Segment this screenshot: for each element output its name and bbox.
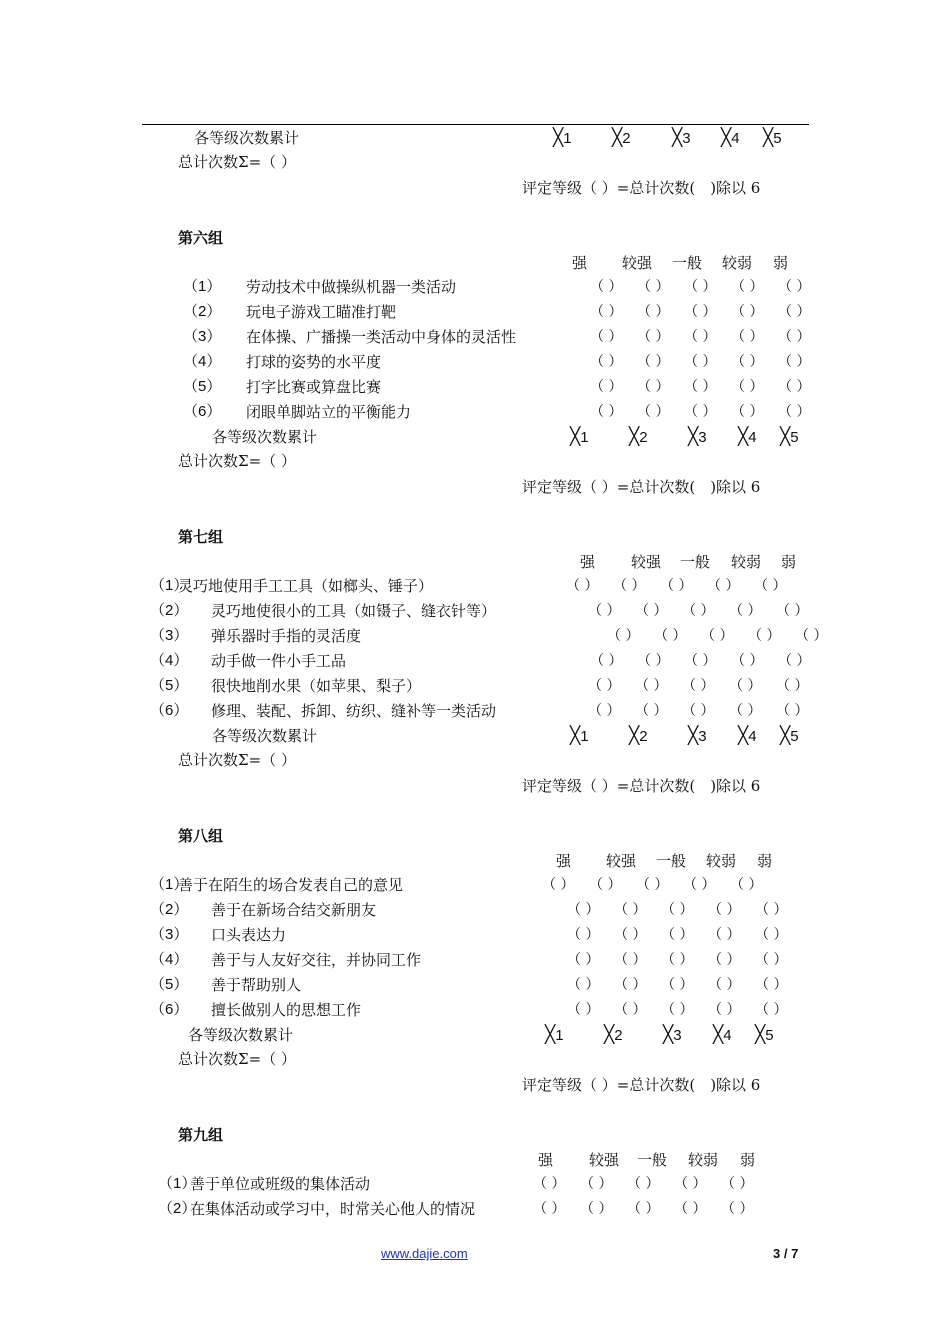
rating-header: 弱 <box>740 1151 756 1169</box>
cross-mark-count <box>763 128 782 149</box>
item-text: 灵巧地使很小的工具（如镊子、缝衣针等） <box>211 602 497 620</box>
rating-choice[interactable]: （ ） <box>684 379 717 395</box>
item-text: 灵巧地使用手工工具（如榔头、锤子） <box>178 577 434 595</box>
item-text: 善于在陌生的场合发表自己的意见 <box>178 876 404 894</box>
rating-header: 一般 <box>637 1151 668 1169</box>
cross-mark-count <box>570 726 589 747</box>
rating-choice[interactable]: （ ） <box>683 877 716 893</box>
item-text: 闭眼单脚站立的平衡能力 <box>246 403 412 421</box>
rating-header: 弱 <box>773 254 789 272</box>
cross-icon: ╳ <box>553 128 564 148</box>
item-number: （2） <box>183 303 222 320</box>
cross-mark-count <box>663 1025 682 1046</box>
cross-number: 1 <box>555 1027 564 1044</box>
item-number: （6） <box>150 702 189 719</box>
rating-formula: 评定等级（ ）=总计次数( )除以 6 <box>522 777 761 795</box>
rating-choice[interactable]: （ ） <box>778 304 811 320</box>
item-number: （6） <box>150 1001 189 1018</box>
rating-choice[interactable]: （ ） <box>590 304 623 320</box>
item-number: （2） <box>150 602 189 619</box>
rating-formula: 评定等级（ ）=总计次数( )除以 6 <box>522 1076 761 1094</box>
cross-number: 2 <box>622 130 631 147</box>
cross-mark-count <box>738 427 757 448</box>
cross-mark-count <box>755 1025 774 1046</box>
rating-header: 较弱 <box>722 254 753 272</box>
rating-choice[interactable]: （ ） <box>778 279 811 295</box>
rating-choice[interactable]: （ ） <box>707 578 740 594</box>
rating-choice[interactable]: （ ） <box>778 404 811 420</box>
item-text: 劳动技术中做操纵机器一类活动 <box>246 278 457 296</box>
rating-choice[interactable]: （ ） <box>674 1176 707 1192</box>
cross-icon: ╳ <box>721 128 732 148</box>
item-text: 玩电子游戏工瞄准打靶 <box>246 303 397 321</box>
item-number: （4） <box>150 951 189 968</box>
rating-choice[interactable]: （ ） <box>708 1002 741 1018</box>
cross-number: 2 <box>639 429 648 446</box>
rating-choice[interactable]: （ ） <box>708 952 741 968</box>
item-text: 善于在新场合结交新朋友 <box>211 901 377 919</box>
item-text: 修理、装配、拆卸、纺织、缝补等一类活动 <box>211 702 497 720</box>
cross-icon: ╳ <box>738 726 749 746</box>
rating-formula: 评定等级（ ）=总计次数( )除以 6 <box>522 478 761 496</box>
cross-mark-count <box>688 726 707 747</box>
rating-choice[interactable]: （ ） <box>661 952 694 968</box>
rating-choice[interactable]: （ ） <box>778 653 811 669</box>
accum-label: 各等级次数累计 <box>188 1026 294 1044</box>
rating-choice[interactable]: （ ） <box>635 603 668 619</box>
cross-number: 3 <box>698 728 707 745</box>
rating-choice[interactable]: （ ） <box>566 578 599 594</box>
rating-choice[interactable]: （ ） <box>636 877 669 893</box>
rating-choice[interactable]: （ ） <box>533 1201 566 1217</box>
rating-choice[interactable]: （ ） <box>588 678 621 694</box>
cross-mark-count <box>780 427 799 448</box>
cross-number: 1 <box>563 130 572 147</box>
cross-mark-count <box>612 128 631 149</box>
item-text: 擅长做别人的思想工作 <box>211 1001 362 1019</box>
cross-icon: ╳ <box>672 128 683 148</box>
cross-number: 4 <box>748 728 757 745</box>
cross-mark-count <box>713 1025 732 1046</box>
rating-choice[interactable]: （ ） <box>748 628 781 644</box>
item-number: （5） <box>183 378 222 395</box>
cross-number: 3 <box>673 1027 682 1044</box>
rating-choice[interactable]: （ ） <box>754 578 787 594</box>
item-text: 口头表达力 <box>211 926 287 944</box>
rating-choice[interactable]: （ ） <box>708 902 741 918</box>
item-text: 弹乐器时手指的灵活度 <box>211 627 362 645</box>
item-number: （3） <box>150 627 189 644</box>
item-number: （4） <box>183 353 222 370</box>
page-number: 3 / 7 <box>773 1246 799 1261</box>
rating-choice[interactable]: （ ） <box>682 603 715 619</box>
rating-choice[interactable]: （ ） <box>731 404 764 420</box>
rating-choice[interactable]: （ ） <box>701 628 734 644</box>
rating-choice[interactable]: （ ） <box>776 603 809 619</box>
cross-number: 3 <box>682 130 691 147</box>
item-number: （3） <box>183 328 222 345</box>
cross-number: 5 <box>765 1027 774 1044</box>
footer-link[interactable]: www.dajie.com <box>381 1246 468 1261</box>
rating-choice[interactable]: （ ） <box>755 902 788 918</box>
cross-icon: ╳ <box>570 427 581 447</box>
rating-choice[interactable]: （ ） <box>588 603 621 619</box>
cross-mark-count <box>553 128 572 149</box>
rating-choice[interactable]: （ ） <box>731 653 764 669</box>
cross-icon: ╳ <box>629 726 640 746</box>
cross-icon: ╳ <box>780 427 791 447</box>
rating-choice[interactable]: （ ） <box>755 1002 788 1018</box>
rating-header: 较弱 <box>706 852 737 870</box>
item-text: 打字比赛或算盘比赛 <box>246 378 382 396</box>
cross-mark-count <box>738 726 757 747</box>
rating-choice[interactable]: （ ） <box>731 379 764 395</box>
rating-choice[interactable]: （ ） <box>590 653 623 669</box>
rating-choice[interactable]: （ ） <box>778 329 811 345</box>
rating-choice[interactable]: （ ） <box>661 977 694 993</box>
rating-choice[interactable]: （ ） <box>590 379 623 395</box>
rating-choice[interactable]: （ ） <box>637 404 670 420</box>
rating-choice[interactable]: （ ） <box>730 877 763 893</box>
group-title: 第八组 <box>178 827 224 845</box>
cross-icon: ╳ <box>780 726 791 746</box>
item-text: 在体操、广播操一类活动中身体的灵活性 <box>246 328 517 346</box>
total-label: 总计次数Σ=（ ） <box>178 1050 296 1068</box>
cross-icon: ╳ <box>713 1025 724 1045</box>
group-title: 第九组 <box>178 1126 224 1144</box>
cross-icon: ╳ <box>763 128 774 148</box>
rating-choice[interactable]: （ ） <box>778 379 811 395</box>
rating-choice[interactable]: （ ） <box>708 927 741 943</box>
rating-choice[interactable]: （ ） <box>661 1002 694 1018</box>
rating-choice[interactable]: （ ） <box>590 404 623 420</box>
rating-choice[interactable]: （ ） <box>637 379 670 395</box>
rating-choice[interactable]: （ ） <box>684 279 717 295</box>
rating-choice[interactable]: （ ） <box>682 703 715 719</box>
rating-header: 较强 <box>606 852 637 870</box>
cross-mark-count <box>672 128 691 149</box>
group-title: 第七组 <box>178 528 224 546</box>
rating-choice[interactable]: （ ） <box>721 1176 754 1192</box>
rating-header: 较强 <box>631 553 662 571</box>
cross-number: 4 <box>731 130 740 147</box>
rating-choice[interactable]: （ ） <box>661 902 694 918</box>
rating-choice[interactable]: （ ） <box>660 578 693 594</box>
rating-choice[interactable]: （ ） <box>627 1201 660 1217</box>
rating-choice[interactable]: （ ） <box>590 329 623 345</box>
rating-choice[interactable]: （ ） <box>567 1002 600 1018</box>
rating-choice[interactable]: （ ） <box>580 1176 613 1192</box>
rating-choice[interactable]: （ ） <box>567 927 600 943</box>
cross-icon: ╳ <box>663 1025 674 1045</box>
item-number: （2） <box>150 901 189 918</box>
item-number: （1） <box>158 1175 197 1192</box>
rating-choice[interactable]: （ ） <box>567 902 600 918</box>
rating-choice[interactable]: （ ） <box>654 628 687 644</box>
group-title: 第六组 <box>178 229 224 247</box>
item-text: 打球的姿势的水平度 <box>246 353 382 371</box>
rating-choice[interactable]: （ ） <box>589 877 622 893</box>
rating-choice[interactable]: （ ） <box>684 354 717 370</box>
cross-number: 5 <box>773 130 782 147</box>
rating-choice[interactable]: （ ） <box>635 678 668 694</box>
rating-choice[interactable]: （ ） <box>755 952 788 968</box>
rating-choice[interactable]: （ ） <box>755 977 788 993</box>
cross-icon: ╳ <box>688 427 699 447</box>
rating-choice[interactable]: （ ） <box>729 603 762 619</box>
rating-header: 一般 <box>672 254 703 272</box>
rating-choice[interactable]: （ ） <box>637 354 670 370</box>
rating-choice[interactable]: （ ） <box>542 877 575 893</box>
rating-choice[interactable]: （ ） <box>590 354 623 370</box>
item-number: （1） <box>150 577 189 594</box>
item-text: 很快地削水果（如苹果、梨子） <box>211 677 422 695</box>
rating-choice[interactable]: （ ） <box>778 354 811 370</box>
item-number: （1） <box>183 278 222 295</box>
cross-mark-count <box>545 1025 564 1046</box>
rating-header: 弱 <box>757 852 773 870</box>
rating-choice[interactable]: （ ） <box>635 703 668 719</box>
item-text: 动手做一件小手工品 <box>211 652 347 670</box>
rating-header: 一般 <box>656 852 687 870</box>
rating-header: 强 <box>572 254 588 272</box>
rating-choice[interactable]: （ ） <box>731 329 764 345</box>
cross-number: 1 <box>580 429 589 446</box>
rating-choice[interactable]: （ ） <box>613 578 646 594</box>
rating-choice[interactable]: （ ） <box>614 977 647 993</box>
rating-choice[interactable]: （ ） <box>674 1201 707 1217</box>
cross-number: 2 <box>614 1027 623 1044</box>
cross-number: 2 <box>639 728 648 745</box>
rating-header: 强 <box>580 553 596 571</box>
rating-choice[interactable]: （ ） <box>776 703 809 719</box>
rating-choice[interactable]: （ ） <box>580 1201 613 1217</box>
rating-choice[interactable]: （ ） <box>567 977 600 993</box>
item-number: （5） <box>150 677 189 694</box>
cross-mark-count <box>629 427 648 448</box>
cross-mark-count <box>570 427 589 448</box>
rating-header: 一般 <box>680 553 711 571</box>
rating-choice[interactable]: （ ） <box>729 703 762 719</box>
rating-header: 较弱 <box>688 1151 719 1169</box>
rating-choice[interactable]: （ ） <box>795 628 828 644</box>
rating-choice[interactable]: （ ） <box>776 678 809 694</box>
rating-choice[interactable]: （ ） <box>637 279 670 295</box>
item-number: （3） <box>150 926 189 943</box>
rating-choice[interactable]: （ ） <box>684 653 717 669</box>
rating-choice[interactable]: （ ） <box>684 304 717 320</box>
rating-choice[interactable]: （ ） <box>637 653 670 669</box>
rating-choice[interactable]: （ ） <box>590 279 623 295</box>
rating-choice[interactable]: （ ） <box>637 329 670 345</box>
rating-choice[interactable]: （ ） <box>533 1176 566 1192</box>
rating-choice[interactable]: （ ） <box>614 902 647 918</box>
cross-number: 5 <box>790 728 799 745</box>
cross-mark-count <box>629 726 648 747</box>
item-number: （1） <box>150 876 189 893</box>
rating-header: 强 <box>538 1151 554 1169</box>
cross-icon: ╳ <box>570 726 581 746</box>
item-text: 善于与人友好交往，并协同工作 <box>211 951 422 969</box>
rating-choice[interactable]: （ ） <box>661 927 694 943</box>
header-rule <box>142 124 809 125</box>
cross-icon: ╳ <box>755 1025 766 1045</box>
rating-choice[interactable]: （ ） <box>614 927 647 943</box>
accum-label: 各等级次数累计 <box>212 428 318 446</box>
cross-mark-count <box>721 128 740 149</box>
cross-number: 4 <box>748 429 757 446</box>
cross-mark-count <box>604 1025 623 1046</box>
rating-choice[interactable]: （ ） <box>614 952 647 968</box>
rating-choice[interactable]: （ ） <box>731 304 764 320</box>
rating-header: 弱 <box>781 553 797 571</box>
rating-choice[interactable]: （ ） <box>684 404 717 420</box>
cross-icon: ╳ <box>738 427 749 447</box>
item-text: 善于单位或班级的集体活动 <box>190 1175 371 1193</box>
item-number: （5） <box>150 976 189 993</box>
cross-number: 5 <box>790 429 799 446</box>
cross-icon: ╳ <box>545 1025 556 1045</box>
total-label: 总计次数Σ=（ ） <box>178 153 296 171</box>
total-label: 总计次数Σ=（ ） <box>178 452 296 470</box>
cross-icon: ╳ <box>688 726 699 746</box>
rating-header: 较强 <box>589 1151 620 1169</box>
rating-choice[interactable]: （ ） <box>731 279 764 295</box>
rating-choice[interactable]: （ ） <box>607 628 640 644</box>
item-text: 在集体活动或学习中，时常关心他人的情况 <box>190 1200 476 1218</box>
accum-label: 各等级次数累计 <box>194 129 300 147</box>
rating-header: 较弱 <box>731 553 762 571</box>
cross-icon: ╳ <box>604 1025 615 1045</box>
cross-number: 3 <box>698 429 707 446</box>
item-number: （6） <box>183 403 222 420</box>
cross-icon: ╳ <box>629 427 640 447</box>
rating-choice[interactable]: （ ） <box>614 1002 647 1018</box>
rating-choice[interactable]: （ ） <box>567 952 600 968</box>
cross-mark-count <box>780 726 799 747</box>
rating-choice[interactable]: （ ） <box>755 927 788 943</box>
cross-number: 1 <box>580 728 589 745</box>
cross-mark-count <box>688 427 707 448</box>
item-text: 善于帮助别人 <box>211 976 302 994</box>
rating-choice[interactable]: （ ） <box>627 1176 660 1192</box>
rating-choice[interactable]: （ ） <box>708 977 741 993</box>
rating-choice[interactable]: （ ） <box>637 304 670 320</box>
rating-formula: 评定等级（ ）=总计次数( )除以 6 <box>522 179 761 197</box>
rating-header: 强 <box>556 852 572 870</box>
cross-icon: ╳ <box>612 128 623 148</box>
item-number: （2） <box>158 1200 197 1217</box>
item-number: （4） <box>150 652 189 669</box>
rating-choice[interactable]: （ ） <box>721 1201 754 1217</box>
total-label: 总计次数Σ=（ ） <box>178 751 296 769</box>
rating-choice[interactable]: （ ） <box>731 354 764 370</box>
rating-choice[interactable]: （ ） <box>684 329 717 345</box>
rating-choice[interactable]: （ ） <box>729 678 762 694</box>
accum-label: 各等级次数累计 <box>212 727 318 745</box>
cross-number: 4 <box>723 1027 732 1044</box>
rating-choice[interactable]: （ ） <box>682 678 715 694</box>
rating-choice[interactable]: （ ） <box>588 703 621 719</box>
rating-header: 较强 <box>622 254 653 272</box>
